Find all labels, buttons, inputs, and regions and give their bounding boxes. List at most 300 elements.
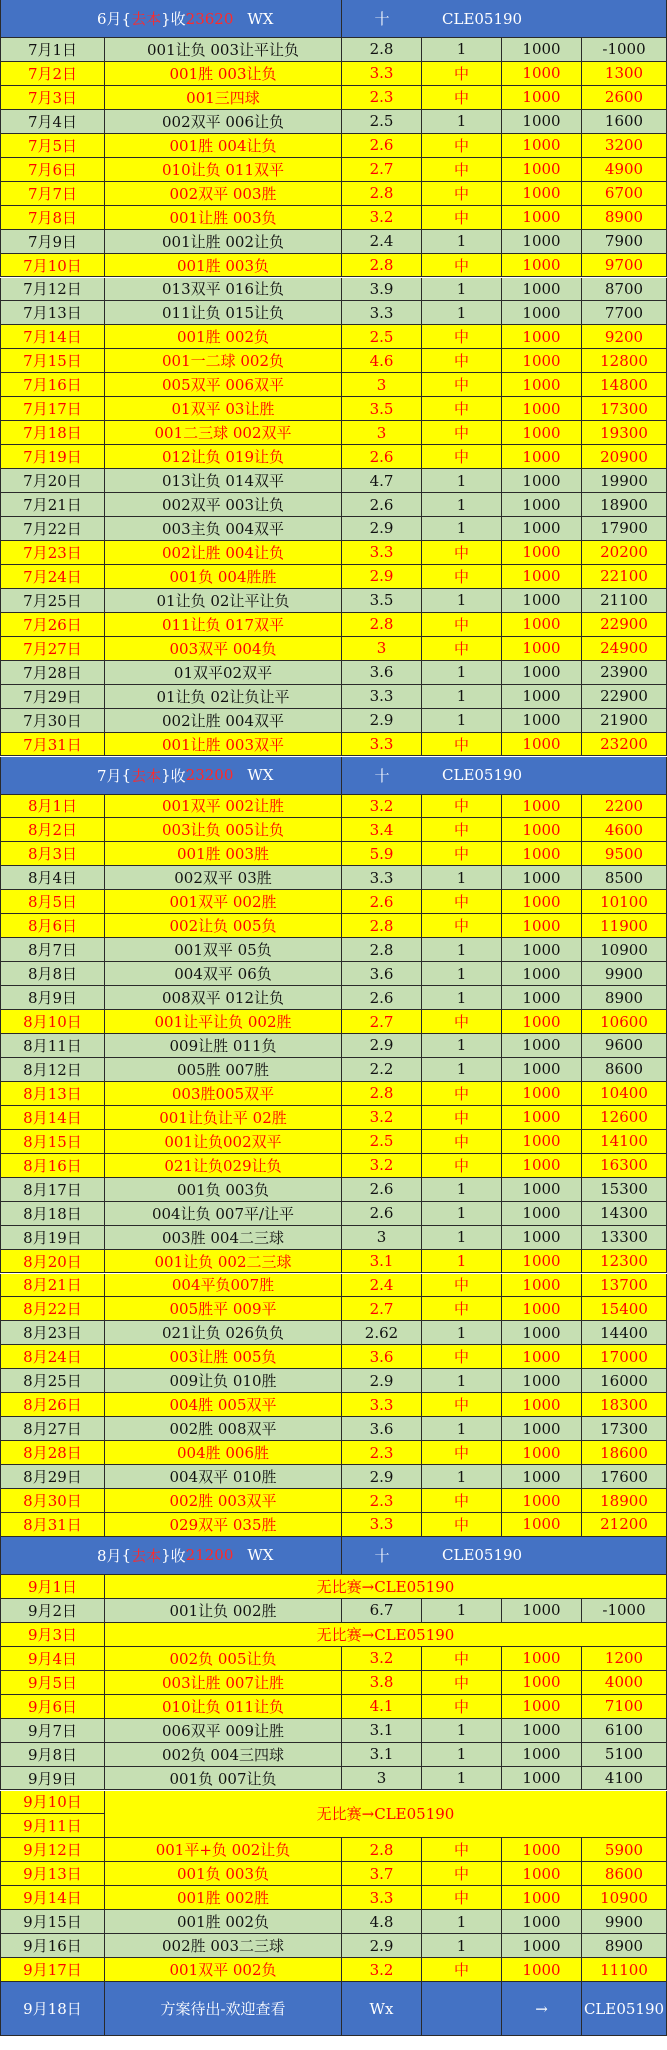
table-row [0,914,667,938]
picks-cell: 001负 003负 [105,1862,342,1886]
header-amount: 21200 [185,1546,234,1565]
result-cell: 1 [422,1321,502,1345]
table-row [0,1274,667,1298]
result-cell: 中 [422,1886,502,1910]
result-cell: 1 [422,1719,502,1743]
date-cell: 7月2日 [0,62,105,86]
picks-cell: 002胜 008双平 [105,1417,342,1441]
total-cell: 15400 [582,1297,667,1321]
stake-cell: 1000 [502,842,582,866]
table-row [0,818,667,842]
result-cell: 1 [422,1250,502,1274]
date-cell: 7月30日 [0,709,105,733]
odds-cell: 2.6 [342,890,422,914]
table-row [0,206,667,230]
date-cell: 7月5日 [0,134,105,158]
stake-cell: 1000 [502,795,582,819]
picks-cell: 001负 007让负 [105,1767,342,1791]
stake-cell: 1000 [502,493,582,517]
result-cell: 中 [422,1862,502,1886]
table-row [0,1767,667,1791]
total-cell: 8600 [582,1862,667,1886]
header-wx: WX [247,9,274,28]
date-cell: 8月19日 [0,1226,105,1250]
odds-cell: 3.2 [342,206,422,230]
picks-cell: 001三四球 [105,86,342,110]
stake-cell: 1000 [502,1178,582,1202]
total-cell: 24900 [582,637,667,661]
total-cell: 22100 [582,565,667,589]
stake-cell: 1000 [502,397,582,421]
total-cell: 6700 [582,182,667,206]
header-wx: WX [247,766,274,784]
date-cell: 7月16日 [0,373,105,397]
date-cell: 9月7日 [0,1719,105,1743]
total-cell: 22900 [582,613,667,637]
picks-cell: 005胜 007胜 [105,1058,342,1082]
result-cell: 1 [422,1202,502,1226]
result-cell: 中 [422,1671,502,1695]
date-cell: 8月23日 [0,1321,105,1345]
picks-cell: 002让胜 004双平 [105,709,342,733]
table-row [0,110,667,134]
stake-cell: 1000 [502,1010,582,1034]
header-qu-ben: 去本 [131,10,162,28]
section-header [0,0,667,38]
total-cell: 8900 [582,1934,667,1958]
stake-cell: 1000 [502,613,582,637]
stake-cell: 1000 [502,62,582,86]
result-cell: 中 [422,1958,502,1982]
stake-cell: 1000 [502,469,582,493]
result-cell: 1 [422,1910,502,1934]
date-cell: 7月3日 [0,86,105,110]
odds-cell: 3.3 [342,1513,422,1537]
header-right-brace: } [161,1546,171,1565]
stake-cell: 1000 [502,158,582,182]
odds-cell: 2.9 [342,565,422,589]
header-left-brace: { [121,1546,132,1565]
date-cell: 7月23日 [0,541,105,565]
stake-cell: 1000 [502,1647,582,1671]
stake-cell: 1000 [502,301,582,325]
result-cell: 中 [422,62,502,86]
picks-cell: 002胜 003二三球 [105,1934,342,1958]
result-cell: 中 [422,1345,502,1369]
section-title [0,1537,342,1575]
odds-cell: 2.9 [342,1465,422,1489]
stake-cell: 1000 [502,349,582,373]
picks-cell: 001平+负 002让负 [105,1838,342,1862]
result-cell: 1 [422,1767,502,1791]
stake-cell: 1000 [502,182,582,206]
stake-cell: 1000 [502,1719,582,1743]
total-cell: 10100 [582,890,667,914]
odds-cell: 3.5 [342,397,422,421]
stake-cell: 1000 [502,110,582,134]
stake-cell: 1000 [502,709,582,733]
total-cell: 12800 [582,349,667,373]
table-row [0,1671,667,1695]
date-cell: 8月13日 [0,1082,105,1106]
odds-cell: 2.4 [342,1274,422,1298]
header-month: 6月 [97,10,122,28]
odds-cell: 3.8 [342,1671,422,1695]
total-cell: 3200 [582,134,667,158]
table-row [0,1441,667,1465]
result-cell: 中 [422,1695,502,1719]
odds-cell: 2.8 [342,182,422,206]
section-header [0,757,667,795]
date-cell: 8月30日 [0,1489,105,1513]
total-cell: 18900 [582,1489,667,1513]
date-cell: 8月4日 [0,866,105,890]
odds-cell: 3.6 [342,1417,422,1441]
result-cell: 中 [422,134,502,158]
total-cell: 10400 [582,1082,667,1106]
result-cell: 1 [422,1599,502,1623]
picks-cell: 01双平02双平 [105,661,342,685]
table-row [0,1513,667,1537]
total-cell: 20900 [582,445,667,469]
date-cell: 7月26日 [0,613,105,637]
table-row [0,1034,667,1058]
header-left-brace: { [121,9,132,28]
stake-cell: 1000 [502,1226,582,1250]
total-cell: 14300 [582,1202,667,1226]
footer-code: CLE05190 [582,1982,667,2036]
date-cell: 8月16日 [0,1154,105,1178]
picks-cell: 01让负 02让负让平 [105,685,342,709]
table-row [0,517,667,541]
stake-cell: 1000 [502,1393,582,1417]
date-cell: 7月20日 [0,469,105,493]
odds-cell: 2.4 [342,230,422,254]
odds-cell: 3.3 [342,301,422,325]
stake-cell: 1000 [502,230,582,254]
picks-cell: 013让负 014双平 [105,469,342,493]
footer-date: 9月18日 [0,1982,105,2036]
result-cell: 中 [422,1010,502,1034]
result-cell: 中 [422,1106,502,1130]
stake-cell: 1000 [502,661,582,685]
stake-cell: 1000 [502,1154,582,1178]
result-cell: 中 [422,890,502,914]
date-cell: 9月6日 [0,1695,105,1719]
result-cell: 中 [422,1082,502,1106]
stake-cell: 1000 [502,866,582,890]
table-row [0,866,667,890]
odds-cell: 2.6 [342,134,422,158]
result-cell: 1 [422,1178,502,1202]
date-cell: 8月26日 [0,1393,105,1417]
odds-cell: 2.62 [342,1321,422,1345]
picks-cell: 001负 003负 [105,1178,342,1202]
result-cell: 中 [422,1154,502,1178]
no-match-notice: 无比赛→CLE05190 [105,1791,667,1839]
table-row [0,1489,667,1513]
table-row [0,685,667,709]
picks-cell: 001让平让负 002胜 [105,1010,342,1034]
odds-cell: 2.6 [342,493,422,517]
stake-cell: 1000 [502,1274,582,1298]
odds-cell: 2.3 [342,1489,422,1513]
result-cell: 1 [422,493,502,517]
table-row [0,62,667,86]
stake-cell: 1000 [502,1958,582,1982]
picks-cell: 003双平 004负 [105,637,342,661]
picks-cell: 013双平 016让负 [105,278,342,302]
picks-cell: 003胜005双平 [105,1082,342,1106]
picks-cell: 029双平 035胜 [105,1513,342,1537]
table-row [0,1058,667,1082]
odds-cell: 3.2 [342,1106,422,1130]
total-cell: 23200 [582,733,667,757]
total-cell: 12600 [582,1106,667,1130]
total-cell: 8700 [582,278,667,302]
result-cell: 中 [422,1274,502,1298]
odds-cell: 6.7 [342,1599,422,1623]
odds-cell: 3.6 [342,661,422,685]
picks-cell: 002胜 003双平 [105,1489,342,1513]
stake-cell: 1000 [502,1106,582,1130]
date-cell: 8月24日 [0,1345,105,1369]
date-cell: 7月10日 [0,254,105,278]
header-left-brace: { [121,766,132,784]
header-right-brace: } [161,9,171,28]
date-cell: 7月9日 [0,230,105,254]
total-cell: 14800 [582,373,667,397]
picks-cell: 001让负 003让平让负 [105,38,342,62]
total-cell: 11900 [582,914,667,938]
result-cell: 1 [422,1465,502,1489]
stake-cell: 1000 [502,134,582,158]
total-cell: 9900 [582,1910,667,1934]
total-cell: 7900 [582,230,667,254]
picks-cell: 005胜平 009平 [105,1297,342,1321]
total-cell: 10900 [582,1886,667,1910]
table-row [0,661,667,685]
stake-cell: 1000 [502,1886,582,1910]
odds-cell: 2.6 [342,1178,422,1202]
table-row [0,1791,667,1839]
date-cell: 7月4日 [0,110,105,134]
result-cell: 中 [422,613,502,637]
date-cell: 9月15日 [0,1910,105,1934]
table-row [0,421,667,445]
picks-cell: 001双平 002让胜 [105,795,342,819]
odds-cell: 3 [342,637,422,661]
date-cell: 8月6日 [0,914,105,938]
date-cell: 7月1日 [0,38,105,62]
total-cell: 13300 [582,1226,667,1250]
date-cell: 9月3日 [0,1623,105,1647]
table-row [0,373,667,397]
total-cell: 7700 [582,301,667,325]
table-row [0,1226,667,1250]
date-cell: 7月7日 [0,182,105,206]
picks-cell: 003胜 004二三球 [105,1226,342,1250]
table-row [0,1106,667,1130]
result-cell: 1 [422,110,502,134]
total-cell: -1000 [582,1599,667,1623]
stake-cell: 1000 [502,1910,582,1934]
stake-cell: 1000 [502,1321,582,1345]
result-cell: 中 [422,1838,502,1862]
table-row [0,613,667,637]
stake-cell: 1000 [502,637,582,661]
footer-blank [422,1982,502,2036]
total-cell: 14100 [582,1130,667,1154]
result-cell: 1 [422,1417,502,1441]
header-shou: 收 [170,10,186,28]
result-cell: 1 [422,38,502,62]
picks-cell: 001胜 002胜 [105,1886,342,1910]
stake-cell: 1000 [502,373,582,397]
table-row [0,254,667,278]
stake-cell: 1000 [502,1934,582,1958]
result-cell: 1 [422,469,502,493]
header-right-brace: } [161,766,171,784]
picks-cell: 008双平 012让负 [105,986,342,1010]
odds-cell: 2.8 [342,914,422,938]
stake-cell: 1000 [502,1695,582,1719]
result-cell: 1 [422,962,502,986]
date-cell [0,1791,105,1839]
header-plus: 十 [342,1537,422,1575]
stake-cell: 1000 [502,818,582,842]
picks-cell: 004让负 007平/让平 [105,1202,342,1226]
date-cell: 7月14日 [0,325,105,349]
result-cell: 1 [422,589,502,613]
odds-cell: 3 [342,373,422,397]
date-cell: 8月31日 [0,1513,105,1537]
table-row [0,795,667,819]
odds-cell: 2.9 [342,1369,422,1393]
result-cell: 中 [422,565,502,589]
picks-cell: 021让负029让负 [105,1154,342,1178]
odds-cell: 2.9 [342,709,422,733]
header-code: CLE05190 [422,1537,667,1575]
stake-cell: 1000 [502,86,582,110]
date-cell: 9月16日 [0,1934,105,1958]
total-cell: 8500 [582,866,667,890]
stake-cell: 1000 [502,1417,582,1441]
table-row [0,962,667,986]
table-row [0,1250,667,1274]
date-cell: 9月12日 [0,1838,105,1862]
table-row [0,38,667,62]
total-cell: 16300 [582,1154,667,1178]
odds-cell: 2.5 [342,1130,422,1154]
date-cell: 8月9日 [0,986,105,1010]
odds-cell: 2.8 [342,1082,422,1106]
table-row [0,1082,667,1106]
table-row [0,1958,667,1982]
picks-cell: 002让胜 004让负 [105,541,342,565]
table-row [0,1862,667,1886]
stake-cell: 1000 [502,1489,582,1513]
date-cell: 8月22日 [0,1297,105,1321]
stake-cell: 1000 [502,1862,582,1886]
result-cell: 中 [422,397,502,421]
picks-cell: 004胜 006胜 [105,1441,342,1465]
table-row [0,637,667,661]
odds-cell: 2.5 [342,110,422,134]
odds-cell: 4.1 [342,1695,422,1719]
picks-cell: 004双平 010胜 [105,1465,342,1489]
footer-row [0,1982,667,2036]
result-cell: 中 [422,206,502,230]
table-row [0,1297,667,1321]
stake-cell: 1000 [502,1034,582,1058]
date-cell: 8月18日 [0,1202,105,1226]
total-cell: 18600 [582,1441,667,1465]
table-row [0,1910,667,1934]
section-title [0,0,342,38]
total-cell: 8900 [582,986,667,1010]
odds-cell: 4.7 [342,469,422,493]
stake-cell: 1000 [502,517,582,541]
odds-cell: 3.5 [342,589,422,613]
picks-cell: 001胜 003胜 [105,842,342,866]
picks-cell: 002双平 003胜 [105,182,342,206]
result-cell: 中 [422,1513,502,1537]
picks-cell: 001一二球 002负 [105,349,342,373]
odds-cell: 3.4 [342,818,422,842]
picks-cell: 009让胜 011负 [105,1034,342,1058]
result-cell: 1 [422,709,502,733]
odds-cell: 2.8 [342,38,422,62]
stake-cell: 1000 [502,38,582,62]
result-cell: 1 [422,1058,502,1082]
picks-cell: 001让负002双平 [105,1130,342,1154]
total-cell: 12300 [582,1250,667,1274]
table-row [0,1719,667,1743]
stake-cell: 1000 [502,986,582,1010]
date-cell: 8月10日 [0,1010,105,1034]
odds-cell: 2.7 [342,1010,422,1034]
result-cell: 中 [422,733,502,757]
table-row [0,325,667,349]
total-cell: 21100 [582,589,667,613]
picks-cell: 003让胜 005负 [105,1345,342,1369]
result-cell: 1 [422,685,502,709]
table-row [0,1647,667,1671]
stake-cell: 1000 [502,206,582,230]
picks-cell: 001胜 003负 [105,254,342,278]
table-row [0,938,667,962]
stake-cell: 1000 [502,1130,582,1154]
picks-cell: 002双平 003让负 [105,493,342,517]
picks-cell: 001双平 002负 [105,1958,342,1982]
header-shou: 收 [170,1546,186,1565]
result-cell: 1 [422,1034,502,1058]
stake-cell: 1000 [502,1671,582,1695]
odds-cell: 3.6 [342,1345,422,1369]
total-cell: 21900 [582,709,667,733]
date-cell: 7月29日 [0,685,105,709]
date-cell: 7月28日 [0,661,105,685]
date-cell: 7月6日 [0,158,105,182]
stake-cell: 1000 [502,325,582,349]
odds-cell: 2.9 [342,1934,422,1958]
odds-cell: 3 [342,421,422,445]
total-cell: 17300 [582,1417,667,1441]
table-row [0,134,667,158]
footer-message: 方案待出-欢迎查看 [105,1982,342,2036]
picks-cell: 005双平 006双平 [105,373,342,397]
